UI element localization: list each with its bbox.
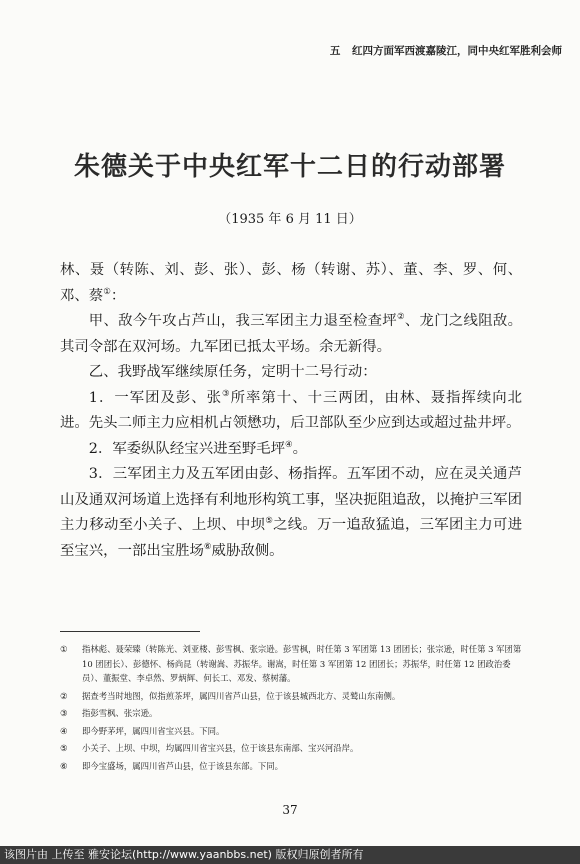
paragraph-text: 所率第十、十三两团，由林、聂指挥续向北进。先头二师主力应相机占领懋功，后卫部队至少应到达或超过盐井坪。 (60, 389, 522, 431)
footnote-reference: ③ (222, 388, 231, 399)
body-paragraph (60, 258, 522, 309)
footnote-divider (60, 631, 200, 632)
footnote-text: 即今野茅坪，属四川省宝兴县。下同。 (82, 725, 225, 736)
footnote-item (60, 759, 522, 774)
body-paragraph (60, 386, 522, 437)
footnote-text: 即今宝盛场，属四川省芦山县，位于该县东部。下同。 (82, 760, 283, 771)
footnote-reference: ⑤ (265, 516, 274, 527)
footnote-item (60, 741, 522, 756)
body-paragraph (60, 437, 522, 463)
body-paragraph (60, 462, 522, 564)
paragraph-text: 甲、敌今午攻占芦山，我三军团主力退至检查坪 (88, 313, 397, 329)
paragraph-text: 、龙门之线阻敌。其司令部在双河场。九军团已抵太平场。余无新得。 (60, 313, 522, 355)
running-header-section: 五 (329, 45, 341, 57)
document-date: （1935 年 6 月 11 日） (218, 212, 362, 227)
paragraph-text: 威胁敌侧。 (211, 542, 284, 559)
watermark-banner: 该图片由 上传至 雅安论坛(http://www.yaanbbs.net) 版权归原创者所有 (0, 846, 580, 864)
footnote-item (60, 642, 522, 686)
page-number: 37 (282, 803, 298, 817)
running-header (20, 43, 562, 59)
paragraph-text: 乙、我野战军继续原任务，定明十二号行动： (88, 364, 377, 380)
footnote-marker: ③ (60, 708, 68, 718)
body-paragraph (60, 309, 522, 360)
footnote-marker: ① (60, 644, 68, 654)
paragraph-text: 之线。万一追敌猛追，三军团主力可进至宝兴，一部出宝胜场 (60, 517, 522, 559)
footnote-marker: ⑥ (60, 760, 68, 771)
footnote-marker: ④ (60, 725, 68, 736)
paragraph-text: 3．三军团主力及五军团由彭、杨指挥。五军团不动，应在灵关通芦山及通双河场道上选择有利地形构筑工事，坚决扼阻追敌，以掩护三军团主力移动至小关子、上坝、中坝 (60, 466, 522, 533)
paragraph-text: ： (110, 287, 126, 304)
body-paragraph (60, 360, 522, 386)
footnote-text: 指林彪、聂荣臻（转陈光、刘亚楼、彭雪枫、张宗逊。彭雪枫，时任第 3 军团第 13 团团长；张宗逊，时任第 3 军团第 10 团团长）、彭德怀、杨尚昆（转谢嵩、苏振华。谢嵩，时任第 3 军团第 12 团团长；苏振华，时任第 12 团政治委员）、董振堂、李卓然、罗炳辉、何长工、邓发、蔡树藩。 (82, 644, 522, 683)
footnote-reference: ② (396, 312, 405, 323)
footnote-marker: ② (60, 690, 68, 701)
footnote-item (60, 706, 522, 721)
footnotes (60, 642, 522, 776)
footnote-text: 据查考当时地图，似指煎茶坪，属四川省芦山县，位于该县城西北方、灵鹫山东南侧。 (82, 690, 401, 701)
document-body (60, 258, 522, 564)
footnote-reference: ① (103, 286, 111, 297)
running-header-title: 红四方面军西渡嘉陵江，同中央红军胜利会师 (352, 45, 562, 57)
footnote-marker: ⑤ (60, 743, 68, 753)
footnote-reference: ⑥ (203, 541, 212, 552)
paragraph-text: 。 (292, 440, 308, 457)
document-title: 朱德关于中央红军十二日的行动部署 (73, 152, 506, 182)
footnote-text: 小关子、上坝、中坝，均属四川省宝兴县，位于该县东南部、宝兴河沿岸。 (82, 743, 359, 753)
footnote-reference: ④ (285, 439, 293, 450)
paragraph-text: 2．军委纵队经宝兴进至野毛坪 (88, 440, 286, 457)
paragraph-text: 1．一军团及彭、张 (88, 389, 223, 406)
footnote-item (60, 689, 522, 704)
footnote-item (60, 724, 522, 739)
paragraph-text: 林、聂（转陈、刘、彭、张）、彭、杨（转谢、苏）、董、李、罗、何、邓、蔡 (60, 262, 522, 304)
footnote-text: 指彭雪枫、张宗逊。 (82, 708, 158, 718)
